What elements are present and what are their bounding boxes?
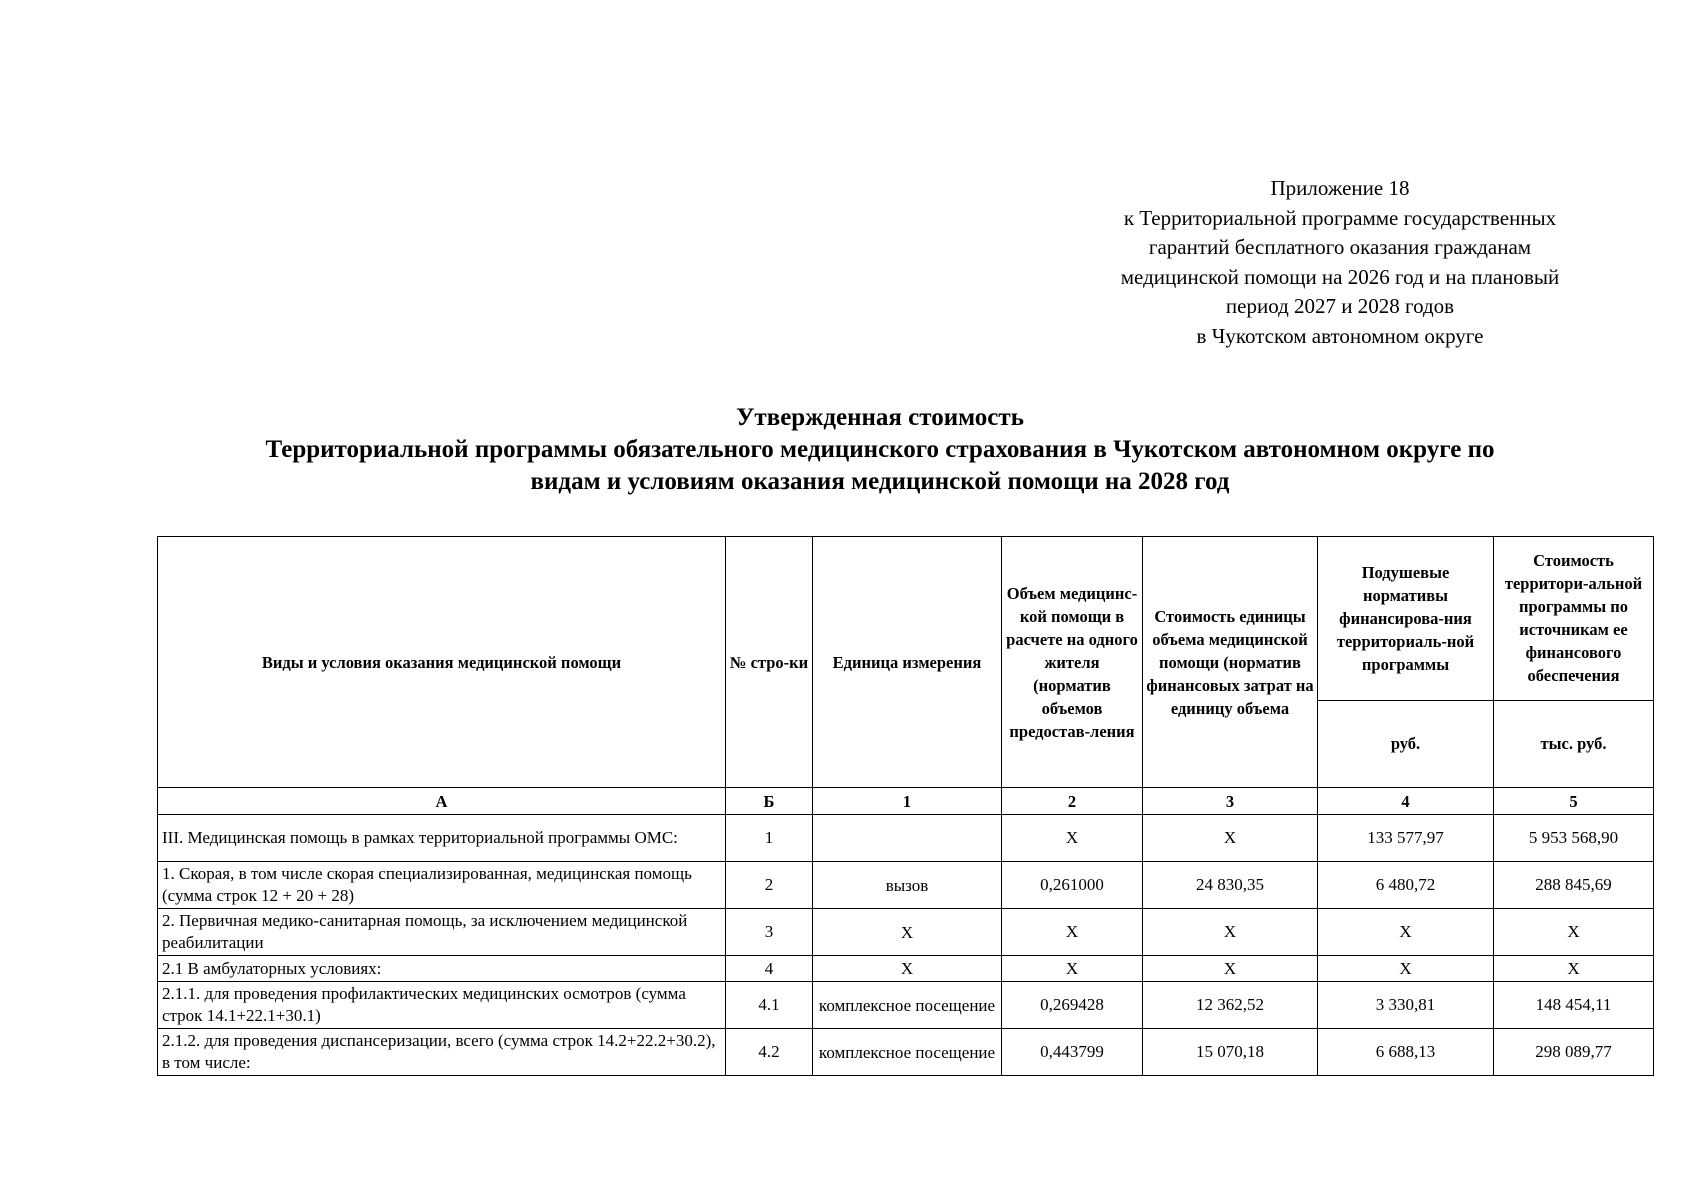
row-unit: комплексное посещение [813,1029,1002,1076]
row-name: 2. Первичная медико-санитарная помощь, за исключением медицинской реабилитации [158,909,726,956]
row-unit: вызов [813,862,1002,909]
row-unit: комплексное посещение [813,982,1002,1029]
row-total: X [1494,956,1654,982]
row-total: 288 845,69 [1494,862,1654,909]
header-program-cost: Стоимость территори-альной программы по источникам ее финансового обеспечения [1494,537,1654,701]
document-title [150,402,1610,498]
table-row [158,862,1654,909]
appendix-line: медицинской помощи на 2026 год и на плановый [1120,264,1560,289]
row-name: III. Медицинская помощь в рамках территориальной программы ОМС: [158,815,726,862]
index-cell: 3 [1143,788,1318,815]
row-number: 4 [726,956,813,982]
header-cost-unit: Стоимость единицы объема медицинской помощи (норматив финансовых затрат на единицу объема [1143,537,1318,788]
index-row [158,788,1654,815]
header-program-cost-unit: тыс. руб. [1494,700,1654,787]
header-name: Виды и условия оказания медицинской помощи [158,537,726,788]
row-volume: 0,269428 [1002,982,1143,1029]
header-unit: Единица измерения [813,537,1002,788]
table-row [158,982,1654,1029]
row-cost: X [1143,909,1318,956]
row-unit: X [813,956,1002,982]
row-cost: 24 830,35 [1143,862,1318,909]
row-cost: 15 070,18 [1143,1029,1318,1076]
index-cell: 4 [1318,788,1494,815]
header-volume: Объем медицинс-кой помощи в расчете на одного жителя (норматив объемов предостав-ления [1002,537,1143,788]
row-volume: X [1002,956,1143,982]
row-name: 2.1 В амбулаторных условиях: [158,956,726,982]
row-per-capita: X [1318,956,1494,982]
cost-table [157,536,1654,1076]
row-unit: X [813,909,1002,956]
header-row-no: № стро-ки [726,537,813,788]
row-volume: 0,261000 [1002,862,1143,909]
row-name: 2.1.2. для проведения диспансеризации, всего (сумма строк 14.2+22.2+30.2), в том числе: [158,1029,726,1076]
row-cost: 12 362,52 [1143,982,1318,1029]
row-total: 148 454,11 [1494,982,1654,1029]
index-cell: А [158,788,726,815]
header-row [158,537,1654,701]
appendix-line: период 2027 и 2028 годов [1225,294,1455,318]
title-line: Территориальной программы обязательного медицинского страхования в Чукотском автономном округе по [265,436,1495,463]
row-per-capita: 6 688,13 [1318,1029,1494,1076]
row-number: 4.1 [726,982,813,1029]
row-cost: X [1143,956,1318,982]
row-name: 1. Скорая, в том числе скорая специализированная, медицинская помощь (сумма строк 12 + 20 + 28) [158,862,726,909]
index-cell: 1 [813,788,1002,815]
row-volume: X [1002,815,1143,862]
appendix-line: Приложение 18 [1270,176,1410,200]
row-total: X [1494,909,1654,956]
row-volume: X [1002,909,1143,956]
table-row [158,815,1654,862]
row-number: 4.2 [726,1029,813,1076]
appendix-line: к Территориальной программе государственных [1123,205,1557,230]
row-total: 298 089,77 [1494,1029,1654,1076]
header-per-capita: Подушевые нормативы финансирова-ния территориаль-ной программы [1318,537,1494,701]
row-per-capita: 6 480,72 [1318,862,1494,909]
table-row [158,1029,1654,1076]
row-number: 1 [726,815,813,862]
index-cell: Б [726,788,813,815]
appendix-line: гарантий бесплатного оказания гражданам [1148,235,1532,259]
row-total: 5 953 568,90 [1494,815,1654,862]
row-number: 2 [726,862,813,909]
row-per-capita: 3 330,81 [1318,982,1494,1029]
title-line: Утвержденная стоимость [736,404,1024,431]
header-per-capita-unit: руб. [1318,700,1494,787]
row-per-capita: 133 577,97 [1318,815,1494,862]
table-row [158,909,1654,956]
appendix-note [1060,174,1620,351]
row-name: 2.1.1. для проведения профилактических медицинских осмотров (сумма строк 14.1+22.1+30.1) [158,982,726,1029]
row-unit [813,815,1002,862]
title-line: видам и условиям оказания медицинской помощи на 2028 год [530,468,1230,495]
table-row [158,956,1654,982]
index-cell: 5 [1494,788,1654,815]
row-per-capita: X [1318,909,1494,956]
row-number: 3 [726,909,813,956]
row-volume: 0,443799 [1002,1029,1143,1076]
appendix-line: в Чукотском автономном округе [1196,323,1484,348]
row-cost: X [1143,815,1318,862]
index-cell: 2 [1002,788,1143,815]
